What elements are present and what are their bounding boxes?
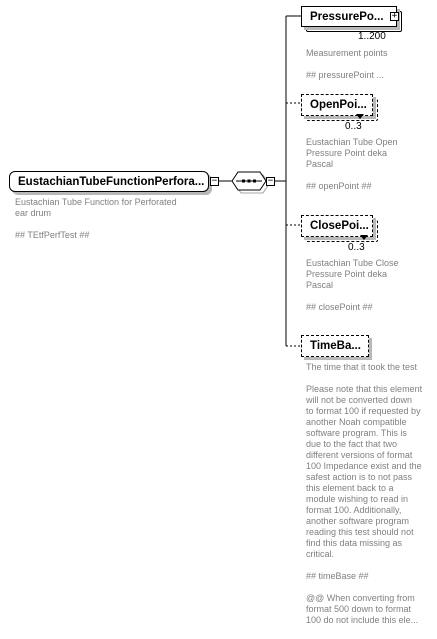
root-documentation: Eustachian Tube Function for Perforated ear drum ## TEtfPerfTest ## [15, 197, 177, 240]
pressurepoint-element-name: PressurePo... [310, 10, 384, 23]
closepoint-element-box[interactable] [301, 215, 373, 237]
pressurepoint-expand-icon[interactable]: + [391, 11, 398, 21]
closepoint-attribute-marker-icon [360, 235, 368, 240]
openpoint-element-name: OpenPoi... [310, 99, 367, 111]
openpoint-documentation: Eustachian Tube Open Pressure Point deka Pascal ## openPoint ## [306, 137, 398, 191]
sequence-compositor[interactable] [232, 171, 266, 191]
root-collapse-icon[interactable]: − [211, 176, 218, 186]
openpoint-attribute-marker-icon [356, 114, 364, 119]
openpoint-cardinality: 0..3 [345, 121, 362, 132]
root-element-box[interactable] [9, 171, 209, 192]
timebase-element-name: TimeBa... [310, 340, 361, 352]
pressurepoint-cardinality: 1..200 [358, 31, 386, 42]
timebase-element-box[interactable] [301, 335, 369, 357]
openpoint-element-box[interactable] [301, 94, 373, 116]
timebase-documentation: The time that it took the test Please note that this element will not be converted down to format 100 if requested by another Noah compatible software program. This is due to the fact that two different versions of format 100 Impedance exist and the safest action is to not pass this element back to a module wishing to read in format 100. Additionally, another software program reading this test should not find this data missing as critical. ## timeBase ## @@ When converting from format 500 down to format 100 do not include this ele... [306, 362, 423, 625]
pressurepoint-documentation: Measurement points ## pressurePoint ... [306, 48, 388, 80]
pressurepoint-element-box[interactable] [301, 6, 397, 27]
closepoint-element-name: ClosePoi... [310, 220, 369, 232]
root-element-name: EustachianTubeFunctionPerfora... [18, 175, 205, 188]
compositor-collapse-icon[interactable]: − [267, 176, 274, 186]
closepoint-documentation: Eustachian Tube Close Pressure Point deka Pascal ## closePoint ## [306, 258, 399, 312]
closepoint-cardinality: 0..3 [348, 242, 365, 253]
